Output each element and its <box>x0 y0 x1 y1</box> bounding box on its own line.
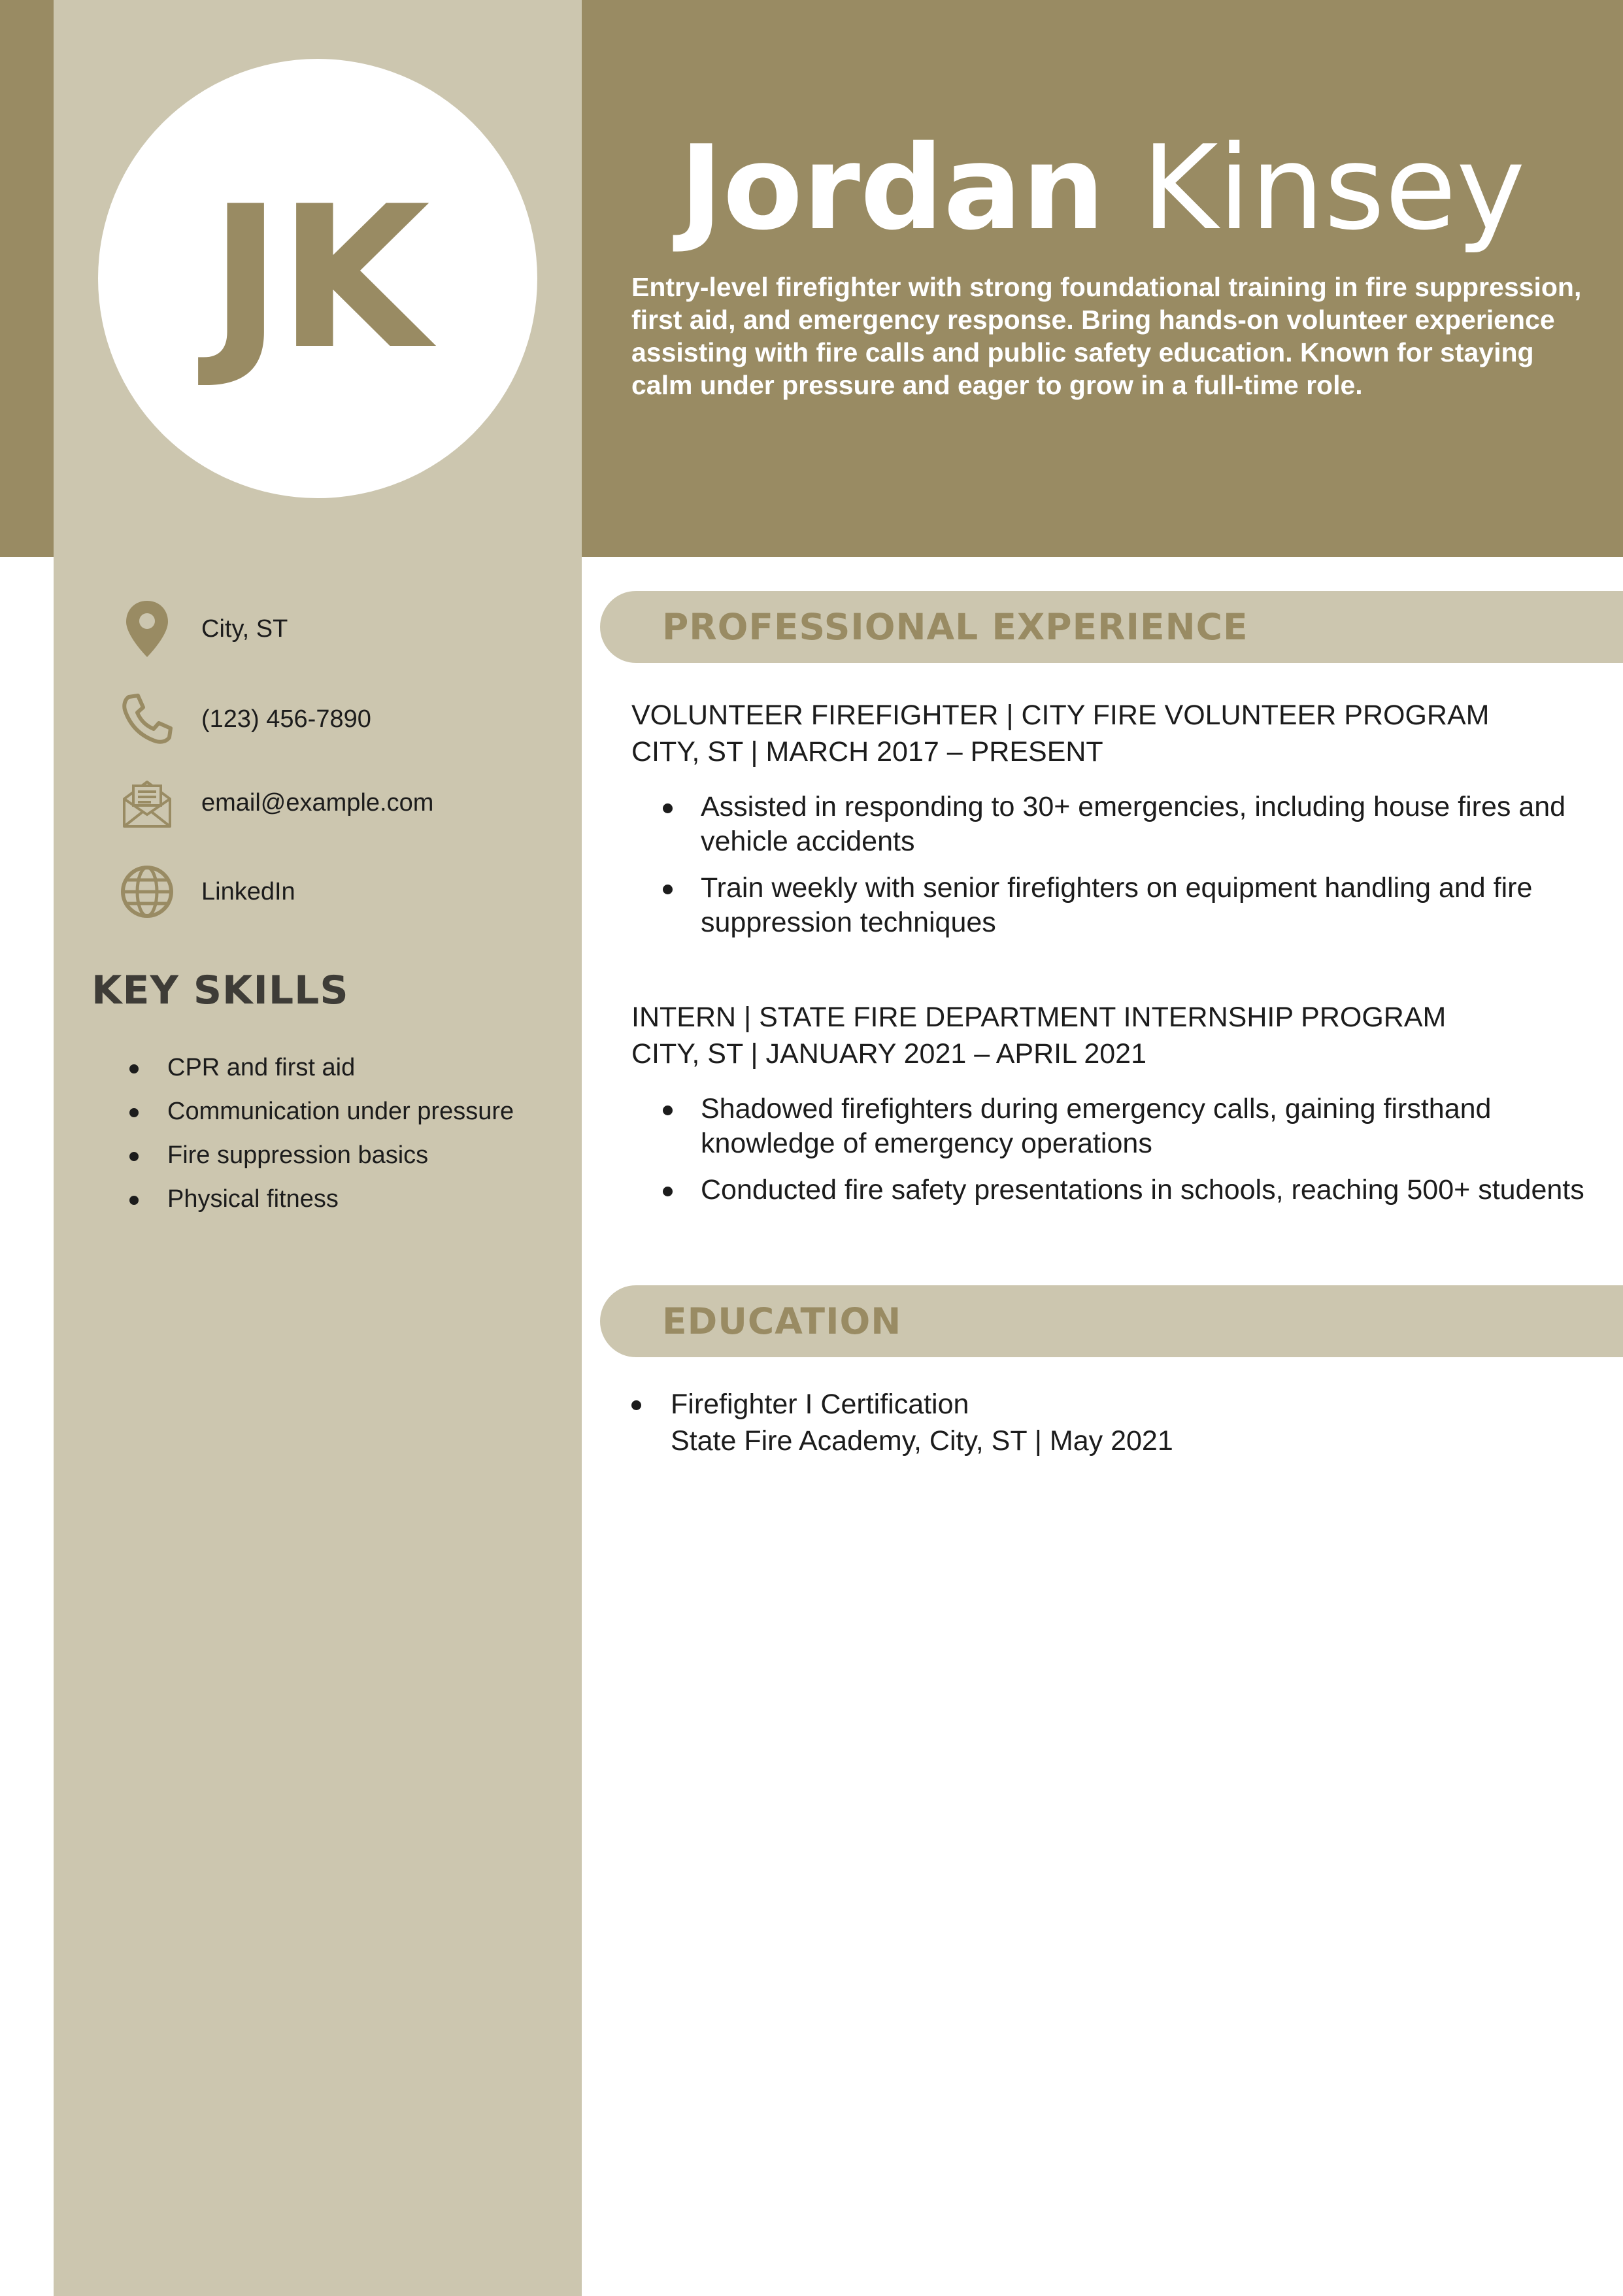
job-entry <box>631 697 1599 952</box>
last-name: Kinsey <box>1141 120 1526 256</box>
job-entry <box>631 999 1599 1219</box>
linkedin-link[interactable]: LinkedIn <box>201 877 295 905</box>
job-title: INTERN | STATE FIRE DEPARTMENT INTERNSHIP PROGRAM <box>631 1002 1447 1033</box>
education-list <box>631 1386 1599 1459</box>
education-section-header <box>600 1285 1623 1357</box>
monogram-avatar <box>98 59 537 498</box>
job-bullets <box>631 1092 1599 1207</box>
skill-item: Physical fitness <box>124 1177 569 1221</box>
education-heading: EDUCATION <box>662 1300 902 1342</box>
job-bullet: Assisted in responding to 30+ emergencies, including house fires and vehicle accidents <box>631 790 1599 859</box>
experience-section-header <box>600 591 1623 663</box>
contact-location <box>118 596 562 662</box>
first-name: Jordan <box>679 120 1105 256</box>
map-pin-icon <box>118 599 176 658</box>
phone-text[interactable]: (123) 456-7890 <box>201 705 371 733</box>
skill-item: Communication under pressure <box>124 1090 569 1134</box>
email-text[interactable]: email@example.com <box>201 788 434 817</box>
monogram-initials: JK <box>209 164 427 392</box>
contact-linkedin <box>118 859 562 924</box>
envelope-icon <box>118 773 176 832</box>
key-skills-heading: KEY SKILLS <box>92 968 349 1013</box>
phone-icon <box>118 690 176 749</box>
contact-email <box>118 770 562 836</box>
job-bullet: Conducted fire safety presentations in schools, reaching 500+ students <box>631 1173 1599 1207</box>
key-skills-list <box>124 1046 569 1221</box>
job-location-dates: CITY, ST | JANUARY 2021 – APRIL 2021 <box>631 1038 1147 1070</box>
contact-phone <box>118 686 562 752</box>
job-title: VOLUNTEER FIREFIGHTER | CITY FIRE VOLUNTEER PROGRAM <box>631 700 1490 731</box>
skill-item: Fire suppression basics <box>124 1134 569 1177</box>
education-name: Firefighter I Certification <box>671 1389 969 1420</box>
left-margin-strip <box>0 557 54 2296</box>
job-bullet: Train weekly with senior firefighters on equipment handling and fire suppression techniques <box>631 871 1599 940</box>
candidate-name <box>582 120 1623 256</box>
job-bullet: Shadowed firefighters during emergency calls, gaining firsthand knowledge of emergency operations <box>631 1092 1599 1161</box>
professional-summary: Entry-level firefighter with strong foundational training in fire suppression, first aid, and emergency response. Bring hands-on volunteer experience assisting with fire calls and public safety education. Known for staying calm under pressure and eager to grow in a full-time role. <box>631 272 1582 400</box>
experience-heading: PROFESSIONAL EXPERIENCE <box>662 606 1248 648</box>
globe-icon <box>118 862 176 921</box>
location-text: City, ST <box>201 615 288 643</box>
education-item <box>631 1386 1599 1459</box>
education-detail: State Fire Academy, City, ST | May 2021 <box>671 1425 1173 1457</box>
job-bullets <box>631 790 1599 940</box>
skill-item: CPR and first aid <box>124 1046 569 1090</box>
job-location-dates: CITY, ST | MARCH 2017 – PRESENT <box>631 736 1103 768</box>
